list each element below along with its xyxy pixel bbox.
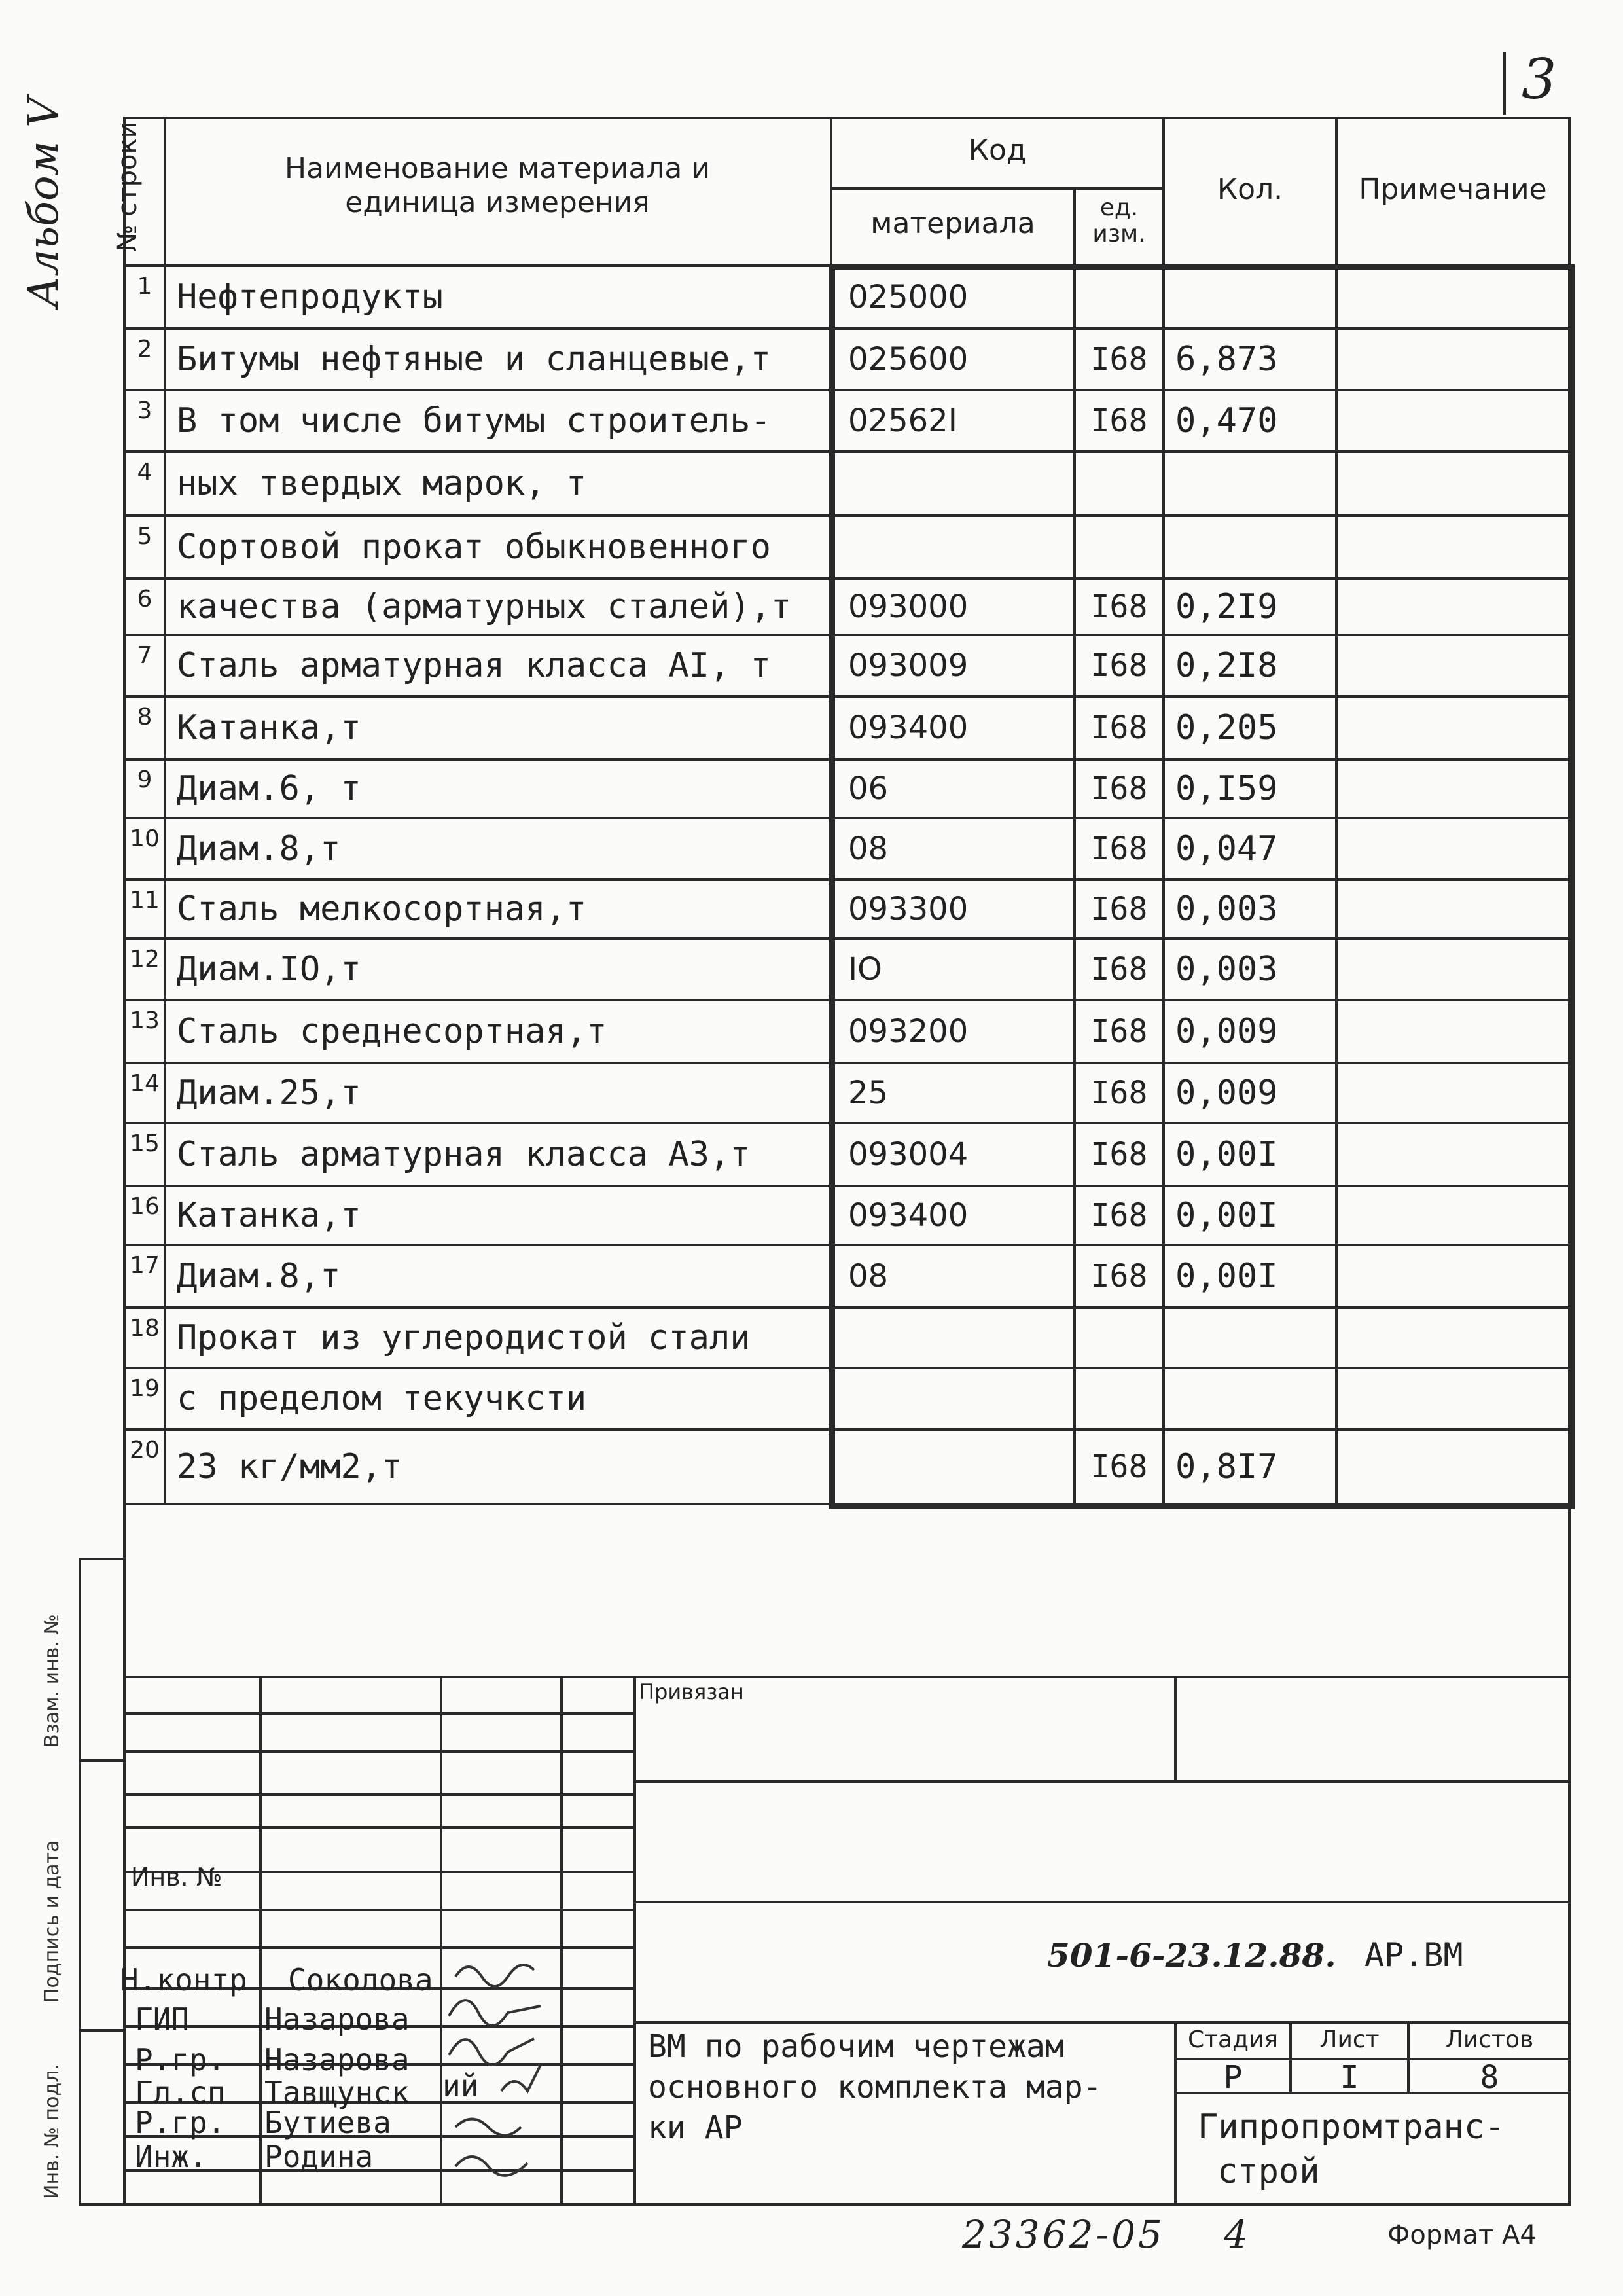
material-code [848,1369,1071,1428]
footer-copy: 4 [1224,2212,1248,2257]
material-code: 02562I [848,403,957,439]
page-number: 3 [1522,47,1557,111]
stamp-title-line: ки АР [648,2109,743,2146]
material-code [848,453,1071,514]
material-name: Диам.8,т [177,829,341,869]
material-code: 08 [848,1258,889,1295]
note [1342,453,1564,514]
material-name: 23 кг/мм2,т [177,1447,402,1486]
side-label-vzam: Взам. инв. № [41,1614,63,1748]
table-row [0,267,1623,330]
material-name: Прокат из углеродистой стали [177,1318,751,1357]
table-row [0,1187,1623,1246]
material-name: Диам.8,т [177,1257,341,1296]
table-row [0,1064,1623,1124]
unit-code: I68 [1090,951,1148,988]
table-row [0,453,1623,517]
privyazan-label: Привязан [639,1679,744,1704]
note [1342,267,1564,327]
inv-no-label: Инв. № [131,1863,223,1892]
unit-code [1076,517,1162,577]
material-code [848,1431,1071,1503]
signatures-graphic [442,1950,573,2199]
table-row [0,1369,1623,1431]
row-number: 7 [137,642,152,669]
header-code-unit: ед. изм. [1092,194,1146,247]
material-name: Диам.25,т [177,1073,361,1113]
material-name: Сортовой прокат обыкновенного [177,528,771,567]
stamp-title-line: основного комплекта мар- [648,2069,1102,2106]
table-row [0,330,1623,391]
table-row [0,636,1623,698]
organization-line: строй [1217,2152,1320,2191]
row-number: 17 [130,1252,160,1279]
staff-role: Гл.сп [135,2075,226,2110]
staff-name: Бутиева [264,2105,391,2140]
material-name: В том числе битумы строитель- [177,401,771,440]
row-number: 2 [137,336,152,363]
quantity [1175,1369,1332,1428]
note [1342,636,1564,695]
staff-role: Р.гр. [135,2105,226,2140]
quantity [1175,453,1332,514]
table-row [0,1001,1623,1064]
material-code [848,1309,1071,1367]
row-number: 14 [130,1070,160,1097]
quantity: 0,2I9 [1175,587,1278,626]
row-number: 15 [130,1130,160,1157]
table-row [0,1309,1623,1369]
footer-format: Формат А4 [1387,2220,1537,2250]
material-name: Диам.6, т [177,769,361,808]
quantity: 0,470 [1175,401,1278,440]
quantity: 0,00I [1175,1135,1278,1174]
unit-code [1076,453,1162,514]
unit-code: I68 [1090,341,1148,378]
note [1342,330,1564,389]
note [1342,1001,1564,1062]
material-name: Катанка,т [177,1196,361,1235]
note [1342,819,1564,878]
footer-number: 23362-05 [962,2212,1165,2257]
material-code: 06 [848,770,889,807]
unit-code: I68 [1090,1197,1148,1234]
album-mark: Альбом V [20,97,68,308]
table-row [0,940,1623,1001]
stamp-title-line: ВМ по рабочим чертежам [648,2028,1064,2065]
table-row [0,881,1623,940]
note [1342,1369,1564,1428]
note [1342,517,1564,577]
material-name: Сталь арматурная класса AI, т [177,646,771,685]
material-name: Катанка,т [177,708,361,747]
sheets-label: Листов [1445,2026,1534,2053]
material-code: 25 [848,1075,889,1111]
row-number: 18 [130,1315,160,1342]
row-number: 4 [137,459,152,486]
quantity: 6,873 [1175,340,1278,379]
sheet-label: Лист [1319,2026,1380,2053]
stamp-title [648,2026,1102,2148]
quantity: 0,2I8 [1175,646,1278,685]
side-label-inv-podl: Инв. № подл. [41,2064,63,2199]
header-note: Примечание [1359,173,1547,206]
unit-code [1076,1309,1162,1367]
unit-code: I68 [1090,1448,1148,1485]
quantity: 0,009 [1175,1012,1278,1051]
staff-role: ГИП [135,2001,190,2037]
unit-code: I68 [1090,1136,1148,1173]
staff-role: Р.гр. [135,2042,226,2077]
material-code: 093400 [848,1197,969,1234]
unit-code: I68 [1090,1258,1148,1295]
table-row [0,819,1623,881]
row-number: 12 [130,946,160,973]
row-number: 9 [137,766,152,793]
quantity [1175,517,1332,577]
material-code: IO [848,951,882,988]
stage-label: Стадия [1187,2026,1279,2053]
material-name: Сталь среднесортная,т [177,1012,607,1051]
quantity: 0,00I [1175,1257,1278,1296]
note [1342,698,1564,758]
note [1342,1187,1564,1244]
header-qty: Кол. [1217,173,1283,206]
table-row [0,698,1623,761]
quantity: 0,I59 [1175,769,1278,808]
quantity: 0,205 [1175,708,1278,747]
sheets-value: 8 [1480,2059,1499,2096]
unit-code: I68 [1090,403,1148,439]
doc-code-hand: 501-6-23.12.88. [1047,1936,1336,1975]
material-name: Битумы нефтяные и сланцевые,т [177,340,771,379]
row-number: 11 [130,887,160,914]
unit-code: I68 [1090,891,1148,927]
staff-name: Назарова [264,2042,410,2077]
row-number: 20 [130,1437,160,1463]
staff-name: Назарова [264,2001,410,2037]
side-label-podp: Подпись и дата [41,1840,63,2003]
note [1342,940,1564,999]
material-code: 093300 [848,891,969,927]
row-number: 19 [130,1375,160,1402]
header-row-no: № строки [113,121,143,252]
row-separator [123,1503,1571,1505]
material-name: Диам.IO,т [177,950,361,989]
material-name: Сталь мелкосортная,т [177,889,587,929]
table-row [0,517,1623,580]
staff-name: Родина [264,2139,374,2174]
header-name: Наименование материала и единица измерения [285,152,710,219]
table-row [0,761,1623,819]
table-row [0,1246,1623,1309]
staff-role: Н.контр [120,1962,247,1998]
quantity: 0,003 [1175,889,1278,929]
quantity [1175,1309,1332,1367]
note [1342,1246,1564,1306]
note [1342,1064,1564,1122]
material-code: 093009 [848,647,969,684]
table-row [0,391,1623,453]
row-number: 13 [130,1007,160,1034]
row-number: 10 [130,825,160,852]
material-code: 093200 [848,1013,969,1050]
quantity: 0,8I7 [1175,1447,1278,1486]
material-name: с пределом текучксти [177,1379,587,1418]
row-number: 16 [130,1193,160,1220]
staff-name: Тавщунск [264,2075,410,2110]
note [1342,761,1564,817]
quantity: 0,047 [1175,829,1278,869]
header-code: Код [968,134,1027,167]
row-number: 3 [137,397,152,424]
staff-role: Инж. [135,2139,207,2174]
material-code: 093400 [848,709,969,746]
material-name: Нефтепродукты [177,278,443,317]
unit-code [1076,1369,1162,1428]
material-code: 093004 [848,1136,969,1173]
material-code: 025000 [848,279,969,315]
unit-code: I68 [1090,831,1148,867]
material-code: 08 [848,831,889,867]
quantity: 0,009 [1175,1073,1278,1113]
material-name: ных твердых марок, т [177,464,587,503]
row-number: 8 [137,704,152,730]
unit-code: I68 [1090,1075,1148,1111]
unit-code: I68 [1090,588,1148,625]
row-number: 1 [137,273,152,300]
name-extra: ий [442,2068,479,2104]
quantity: 0,003 [1175,950,1278,989]
material-code: 093000 [848,588,969,625]
quantity: 0,00I [1175,1196,1278,1235]
material-code [848,517,1071,577]
note [1342,1309,1564,1367]
note [1342,391,1564,450]
unit-code: I68 [1090,647,1148,684]
note [1342,580,1564,634]
material-code: 025600 [848,341,969,378]
note [1342,881,1564,937]
header-code-material: материала [870,207,1035,240]
row-number: 6 [137,586,152,613]
quantity [1175,267,1332,327]
stage-value: Р [1223,2059,1243,2096]
row-number: 5 [137,523,152,550]
unit-code: I68 [1090,770,1148,807]
unit-code [1076,267,1162,327]
note [1342,1431,1564,1503]
table-row [0,1124,1623,1187]
table-row [0,1431,1623,1505]
note [1342,1124,1564,1185]
sheet-value: I [1340,2059,1359,2096]
doc-code-suffix: АР.ВМ [1364,1936,1463,1974]
organization [1198,2105,1505,2194]
material-name: Сталь арматурная класса А3,т [177,1135,751,1174]
table-row [0,580,1623,636]
material-name: качества (арматурных сталей),т [177,587,792,626]
unit-code: I68 [1090,1013,1148,1050]
staff-name: Соколова [288,1962,433,1998]
unit-code: I68 [1090,709,1148,746]
organization-line: Гипропромтранс- [1198,2108,1505,2147]
page-number-bar [1503,52,1506,115]
